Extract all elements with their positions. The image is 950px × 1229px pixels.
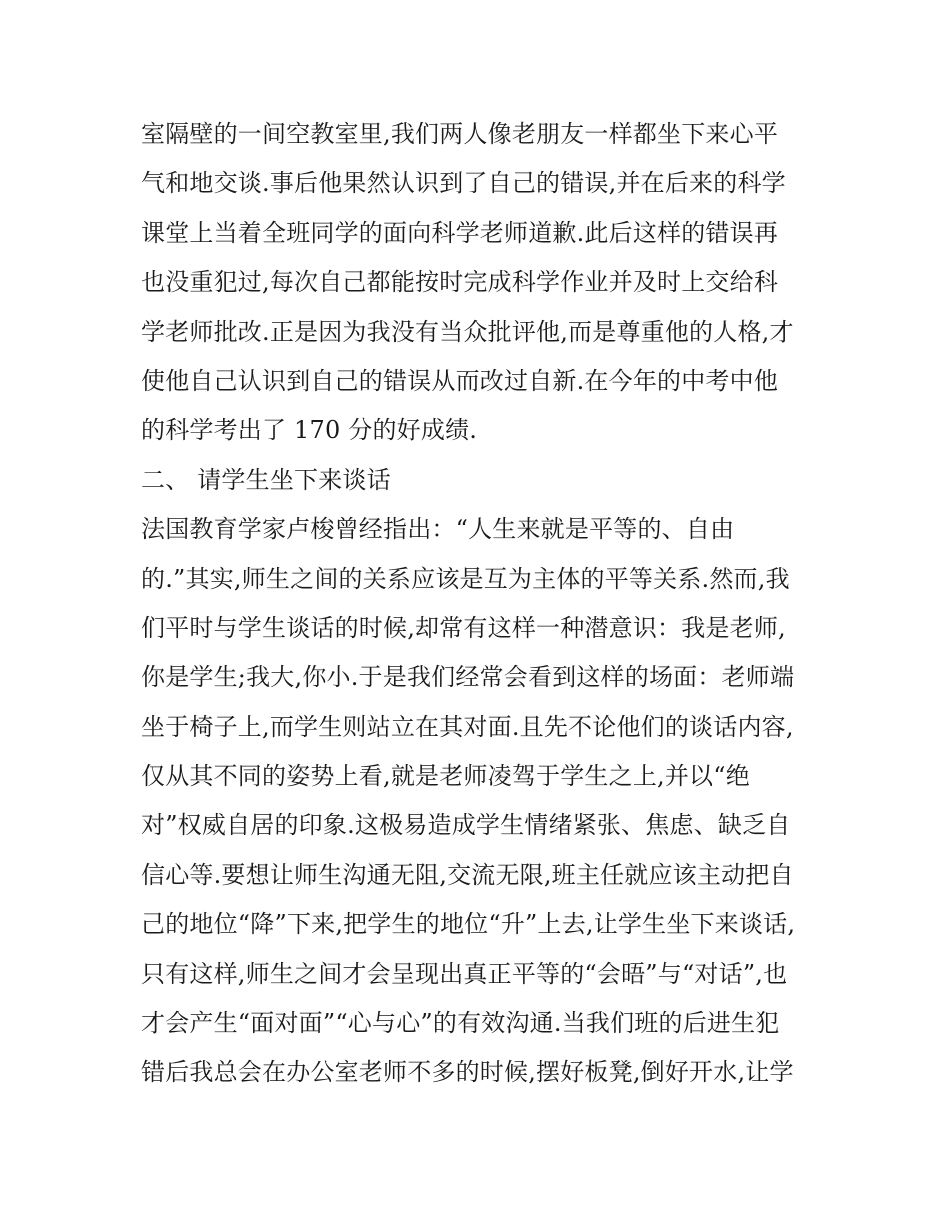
text-line: 学老师批改.正是因为我没有当众批评他,而是尊重他的人格,才 — [141, 317, 794, 346]
text-line: 气和地交谈.事后他果然认识到了自己的错误,并在后来的科学 — [141, 169, 786, 198]
text-line: 法国教育学家卢梭曾经指出：“人生来就是平等的、自由 — [141, 515, 735, 544]
text-line: 课堂上当着全班同学的面向科学老师道歉.此后这样的错误再 — [141, 218, 779, 247]
text-line: 的.”其实,师生之间的关系应该是互为主体的平等关系.然而,我 — [141, 564, 790, 593]
text-line: 对”权威自居的印象.这极易造成学生情绪紧张、焦虑、缺乏自 — [141, 811, 791, 840]
text-line: 室隔壁的一间空教室里,我们两人像老朋友一样都坐下来心平 — [141, 120, 779, 148]
text-line: 己的地位“降”下来,把学生的地位“升”上去,让学生坐下来谈话, — [141, 910, 796, 939]
document-body — [141, 110, 821, 1098]
section-heading: 二、 请学生坐下来谈话 — [141, 465, 391, 494]
text-line: 才会产生“面对面”“心与心”的有效沟通.当我们班的后进生犯 — [141, 1009, 780, 1038]
text-line: 使他自己认识到自己的错误从而改过自新.在今年的中考中他 — [141, 366, 779, 395]
text-line: 仅从其不同的姿势上看,就是老师凌驾于学生之上,并以“绝 — [141, 762, 750, 791]
text-line: 只有这样,师生之间才会呈现出真正平等的“会晤”与“对话”,也 — [141, 959, 788, 988]
text-line: 的科学考出了 170 分的好成绩. — [141, 416, 478, 445]
text-line: 坐于椅子上,而学生则站立在其对面.且先不论他们的谈话内容, — [141, 712, 794, 741]
text-line: 错后我总会在办公室老师不多的时候,摆好板凳,倒好开水,让学 — [141, 1058, 794, 1087]
text-line: 也没重犯过,每次自己都能按时完成科学作业并及时上交给科 — [141, 268, 779, 297]
text-line: 你是学生;我大,你小.于是我们经常会看到这样的场面：老师端 — [141, 663, 795, 692]
text-line: 们平时与学生谈话的时候,却常有这样一种潜意识：我是老师, — [141, 613, 786, 642]
text-line: 信心等.要想让师生沟通无阻,交流无限,班主任就应该主动把自 — [141, 860, 794, 889]
